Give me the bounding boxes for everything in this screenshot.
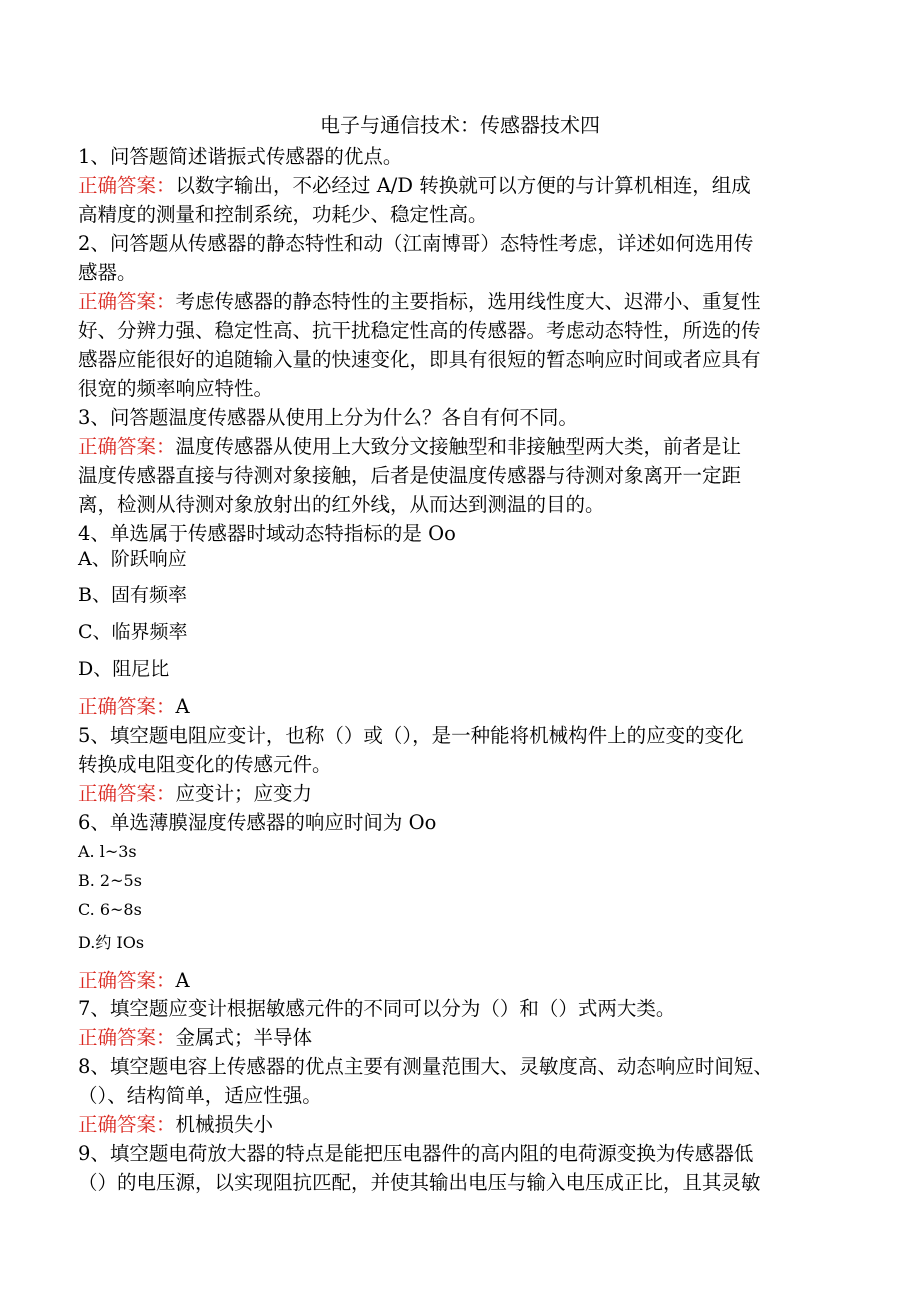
answer-text: 很宽的频率响应特性。 xyxy=(78,377,274,400)
question-4 xyxy=(78,519,848,548)
answer-line xyxy=(78,287,848,316)
answer-text: 以数字输出，不必经过 A/D 转换就可以方便的与计算机相连，组成 xyxy=(175,174,751,197)
answer-text: 好、分辨力强、稳定性高、抗干扰稳定性高的传感器。考虑动态特性，所选的传 xyxy=(78,319,761,342)
question-text: （）、结构简单，适应性强。 xyxy=(78,1084,322,1107)
answer-text: 温度传感器直接与待测对象接触，后者是使温度传感器与待测对象离开一定距 xyxy=(78,464,742,487)
answer-text: 考虑传感器的静态特性的主要指标，选用线性度大、迟滞小、重复性 xyxy=(175,290,761,313)
question-5 xyxy=(78,721,848,808)
answer-label: 正确答案： xyxy=(78,1113,176,1136)
answer-label: 正确答案： xyxy=(78,435,176,458)
question-text: 6、单选薄膜湿度传感器的响应时间为 Oo xyxy=(78,811,437,834)
answer-label: 正确答案： xyxy=(78,290,176,313)
answer-line xyxy=(78,779,848,808)
answer-label: 正确答案： xyxy=(78,782,176,805)
question-text: 8、填空题电容上传感器的优点主要有测量范围大、灵敏度高、动态响应时间短、 xyxy=(78,1055,773,1078)
answer-line xyxy=(78,1110,848,1139)
question-text: 4、单选属于传感器时域动态特指标的是 Oo xyxy=(78,522,456,545)
answer-text: 感器应能很好的追随输入量的快速变化，即具有很短的暂态响应时间或者应具有 xyxy=(78,348,761,371)
answer-text: 机械损失小 xyxy=(175,1113,274,1136)
option-d: D.约 IOs xyxy=(78,933,145,952)
question-text: 5、填空题电阻应变计，也称（）或（），是一种能将机械构件上的应变的变化 xyxy=(78,724,744,747)
answer-line xyxy=(78,171,848,200)
question-text: 3、问答题温度传感器从使用上分为什么？各自有何不同。 xyxy=(78,406,578,429)
question-9 xyxy=(78,1139,848,1197)
answer-line xyxy=(78,1023,848,1052)
question-7 xyxy=(78,994,848,1052)
option-c: C. 6~8s xyxy=(78,900,142,919)
question-text: 9、填空题电荷放大器的特点是能把压电器件的高内阻的电荷源变换为传感器低 xyxy=(78,1142,754,1165)
option-c: C、临界频率 xyxy=(78,621,188,643)
question-6 xyxy=(78,808,848,837)
answer-label: 正确答案： xyxy=(78,1026,176,1049)
answer-text: A xyxy=(175,695,190,718)
question-text: 转换成电阻变化的传感元件。 xyxy=(78,753,332,776)
question-3 xyxy=(78,403,848,519)
question-text: 感器。 xyxy=(78,261,137,284)
question-2 xyxy=(78,229,848,403)
answer-text: A xyxy=(175,969,190,992)
question-text: 1、问答题简述谐振式传感器的优点。 xyxy=(78,145,403,168)
document-title: 电子与通信技术：传感器技术四 xyxy=(320,113,600,137)
answer-text: 应变计；应变力 xyxy=(175,782,313,805)
answer-label: 正确答案： xyxy=(78,695,176,718)
answer-line xyxy=(78,692,848,721)
option-b: B、固有频率 xyxy=(78,584,187,606)
option-d: D、阻尼比 xyxy=(78,658,170,680)
answer-text: 高精度的测量和控制系统，功耗少、稳定性高。 xyxy=(78,203,488,226)
answer-line xyxy=(78,432,848,461)
option-b: B. 2~5s xyxy=(78,871,142,890)
question-1 xyxy=(78,142,848,229)
answer-text: 温度传感器从使用上大致分文接触型和非接触型两大类，前者是让 xyxy=(175,435,742,458)
question-text: 2、问答题从传感器的静态特性和动（江南博哥）态特性考虑，详述如何选用传 xyxy=(78,232,754,255)
question-8 xyxy=(78,1052,848,1139)
answer-label: 正确答案： xyxy=(78,174,176,197)
answer-label: 正确答案： xyxy=(78,969,176,992)
question-text: 7、填空题应变计根据敏感元件的不同可以分为（）和（）式两大类。 xyxy=(78,997,676,1020)
question-text: （）的电压源，以实现阻抗匹配，并使其输出电压与输入电压成正比，且其灵敏 xyxy=(78,1171,761,1194)
option-a: A. l~3s xyxy=(78,842,137,861)
answer-line xyxy=(78,966,848,995)
answer-text: 离，检测从待测对象放射出的红外线，从而达到测温的目的。 xyxy=(78,493,605,516)
option-a: A、阶跃响应 xyxy=(78,548,187,570)
answer-text: 金属式；半导体 xyxy=(175,1026,313,1049)
